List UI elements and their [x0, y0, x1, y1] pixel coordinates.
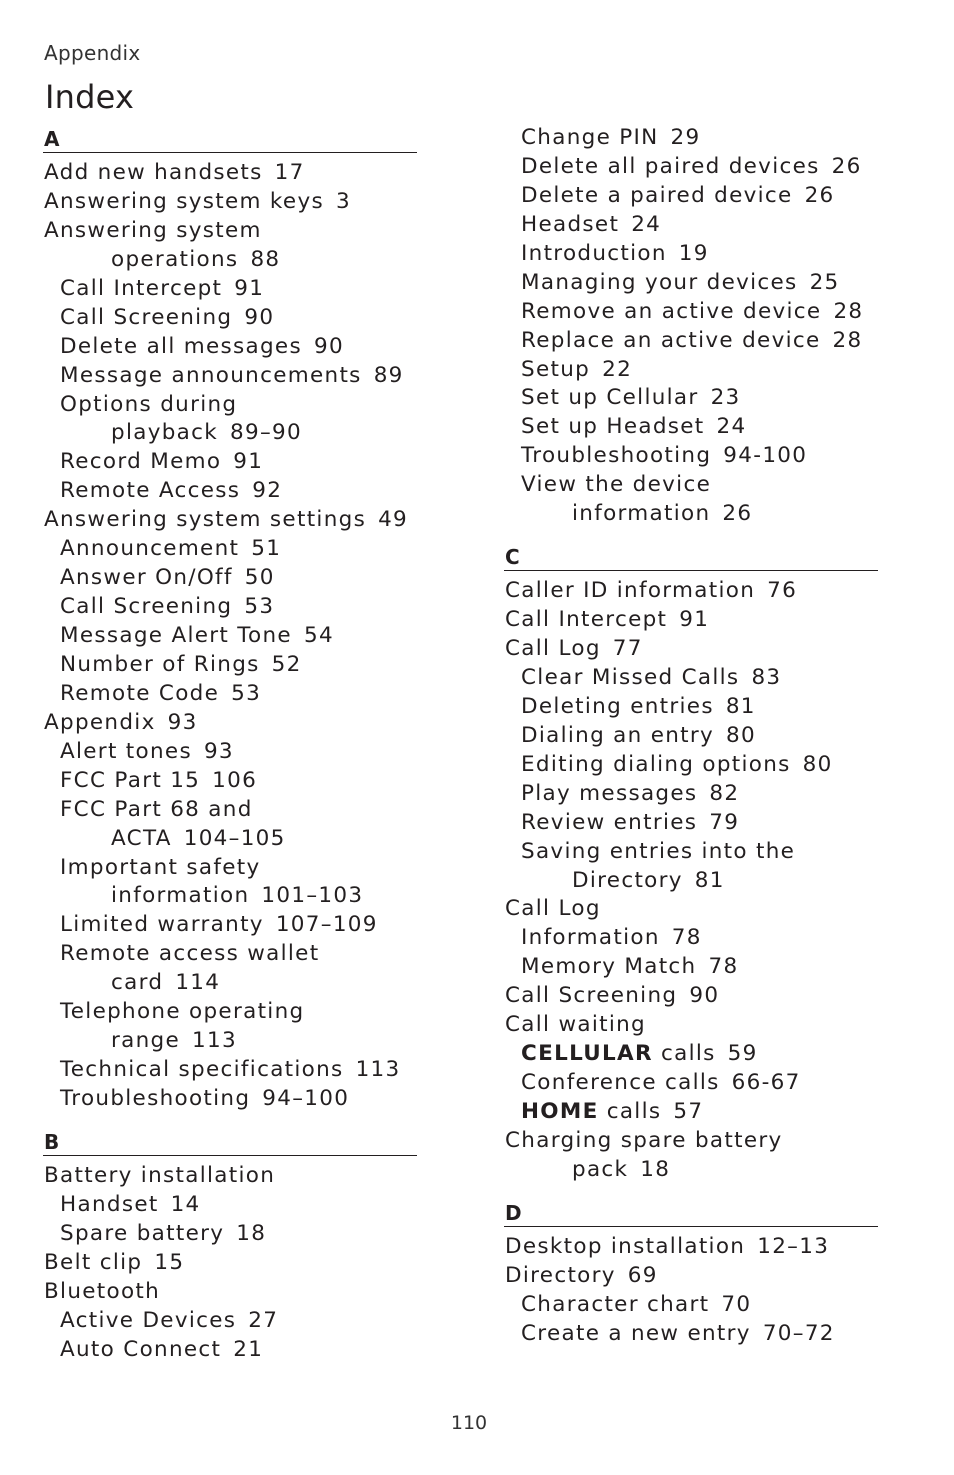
entry-term: Answering system settings [44, 507, 367, 533]
index-subentry [504, 953, 878, 982]
entry-page-ref: 92 [252, 478, 283, 504]
entry-page-ref: 83 [751, 664, 782, 690]
entry-page-ref: 113 [355, 1057, 401, 1083]
index-subentry [43, 651, 417, 680]
entry-term: Managing your devices [521, 269, 798, 295]
entry-page-ref: 78 [671, 925, 702, 951]
entry-term: Belt clip [44, 1249, 143, 1275]
entry-page-ref: 66-67 [731, 1070, 801, 1096]
index-entry [43, 217, 417, 246]
index-subentry [43, 622, 417, 651]
entry-term: Delete all messages [60, 333, 302, 359]
index-subentry [43, 911, 417, 940]
entry-term: Editing dialing options [521, 751, 791, 777]
index-entry [43, 1162, 417, 1191]
index-subentry [43, 998, 417, 1027]
entry-page-ref: 14 [170, 1191, 201, 1217]
index-subentry [43, 333, 417, 362]
index-subentry [43, 767, 417, 796]
index-entry-continuation [43, 246, 417, 275]
entry-page-ref: 78 [708, 954, 739, 980]
index-entry [504, 635, 878, 664]
index-entry [504, 1233, 878, 1262]
entry-term: Set up Cellular [521, 385, 699, 411]
index-subentry [43, 1220, 417, 1249]
entry-term: FCC Part 15 [60, 767, 201, 793]
entry-term: Headset [521, 211, 620, 237]
entry-page-ref: 24 [716, 414, 747, 440]
index-entry [43, 1249, 417, 1278]
entry-term: Troubleshooting [521, 443, 712, 469]
entry-term: Auto Connect [60, 1336, 222, 1362]
index-subentry [504, 1291, 878, 1320]
entry-page-ref: 19 [678, 240, 709, 266]
entry-term: Announcement [60, 536, 240, 562]
entry-term: Memory Match [521, 954, 697, 980]
entry-page-ref: 54 [303, 623, 334, 648]
entry-term: Directory [572, 867, 683, 893]
entry-page-ref: 76 [767, 578, 798, 604]
index-entry-continuation [43, 1027, 417, 1056]
entry-term: Dialing an entry [521, 722, 715, 748]
entry-term: Options during [60, 391, 238, 417]
entry-page-ref: 90 [689, 983, 720, 1009]
index-subentry [43, 738, 417, 767]
entry-page-ref: 50 [244, 565, 275, 591]
entry-term: FCC Part 68 and [60, 796, 253, 822]
entry-page-ref: 59 [727, 1041, 758, 1067]
entry-term: Play messages [521, 780, 698, 806]
entry-term: range [111, 1028, 181, 1054]
entry-term: Introduction [521, 240, 667, 266]
entry-page-ref: 26 [722, 501, 753, 527]
entry-term: card [111, 970, 164, 996]
index-entry [504, 982, 878, 1011]
index-subentry [43, 304, 417, 333]
entry-page-ref: 70–72 [762, 1320, 835, 1346]
entry-term: Character chart [521, 1291, 710, 1317]
index-entry [43, 1278, 417, 1307]
entry-term: Call Log [505, 636, 601, 661]
entry-page-ref: 79 [709, 809, 740, 835]
index-entry-continuation [504, 867, 878, 896]
entry-term: Troubleshooting [60, 1086, 251, 1111]
index-section-heading: C [504, 542, 878, 571]
entry-page-ref: 3 [335, 188, 351, 214]
index-column-left [43, 124, 417, 1365]
entry-page-ref: 15 [154, 1249, 185, 1275]
entry-page-ref: 94-100 [723, 443, 808, 469]
entry-page-ref: 90 [244, 304, 275, 330]
entry-page-ref: 106 [212, 767, 258, 793]
index-entry [504, 1127, 878, 1156]
entry-term: Answer On/Off [60, 565, 233, 591]
index-subentry [43, 1336, 417, 1365]
index-section-heading: D [504, 1198, 878, 1227]
entry-term: Alert tones [60, 738, 192, 764]
entry-term: Saving entries into the [521, 838, 796, 864]
entry-term: Delete all paired devices [521, 153, 820, 179]
index-subentry [43, 448, 417, 477]
index-subentry [504, 269, 878, 298]
index-subentry [43, 535, 417, 564]
entry-term: Active Devices [60, 1307, 237, 1333]
entry-page-ref: 28 [832, 327, 863, 353]
index-entry-continuation [43, 969, 417, 998]
entry-term: Add new handsets [44, 160, 263, 185]
index-entry [504, 895, 878, 924]
entry-page-ref: 88 [250, 246, 281, 272]
entry-page-ref: 101–103 [261, 883, 364, 909]
entry-page-ref: 114 [175, 970, 221, 996]
entry-page-ref: 18 [640, 1156, 671, 1182]
index-subentry [43, 477, 417, 506]
index-subentry [43, 593, 417, 622]
index-subentry [43, 680, 417, 709]
entry-term: Clear Missed Calls [521, 664, 740, 690]
entry-page-ref: 24 [631, 211, 662, 237]
entry-page-ref: 80 [726, 722, 757, 748]
entry-term: Create a new entry [521, 1320, 751, 1346]
index-subentry [504, 1040, 878, 1069]
index-subentry [504, 240, 878, 269]
entry-page-ref: 51 [251, 536, 282, 562]
index-entry [43, 188, 417, 217]
entry-term: Call Screening [60, 594, 233, 620]
index-entry-continuation [43, 882, 417, 911]
index-subentry [504, 413, 878, 442]
entry-term: Record Memo [60, 449, 222, 475]
index-subentry [504, 664, 878, 693]
index-entry [43, 159, 417, 188]
index-column-right [504, 124, 878, 1349]
entry-term: ACTA [111, 825, 172, 851]
entry-page-ref: 89–90 [230, 420, 302, 446]
entry-term: Number of Rings [60, 651, 260, 677]
entry-term: Important safety [60, 854, 261, 880]
index-subentry [504, 722, 878, 751]
entry-page-ref: 22 [602, 356, 633, 382]
index-subentry [504, 124, 878, 153]
entry-term: Battery installation [44, 1162, 276, 1188]
entry-term: Call Intercept [505, 607, 668, 633]
entry-term: Remove an active device [521, 298, 822, 324]
index-section-heading: B [43, 1127, 417, 1156]
entry-page-ref: 80 [802, 751, 833, 777]
entry-term: information [572, 501, 711, 527]
entry-term: Remote Code [60, 680, 220, 706]
index-subentry [43, 1056, 417, 1085]
entry-term: Information [521, 925, 660, 951]
entry-term: operations [111, 246, 239, 272]
entry-page-ref: 26 [831, 153, 862, 179]
entry-page-ref: 90 [313, 333, 344, 359]
entry-page-ref: 49 [378, 507, 409, 533]
entry-page-ref: 57 [673, 1099, 704, 1124]
index-entry-continuation [43, 419, 417, 448]
entry-term: Setup [521, 356, 591, 382]
entry-page-ref: 104–105 [183, 825, 286, 851]
index-subentry [43, 854, 417, 883]
entry-page-ref: 81 [725, 693, 756, 719]
section-spacer [504, 1185, 878, 1198]
entry-term: Message announcements [60, 362, 362, 388]
index-subentry [43, 940, 417, 969]
index-subentry [43, 391, 417, 420]
entry-page-ref: 77 [612, 636, 643, 661]
entry-term: Conference calls [521, 1070, 720, 1096]
index-subentry [504, 780, 878, 809]
entry-page-ref: 91 [679, 607, 710, 633]
index-subentry [504, 211, 878, 240]
entry-page-ref: 69 [627, 1262, 658, 1288]
index-subentry [43, 564, 417, 593]
entry-emphasis: CELLULAR [521, 1041, 653, 1067]
index-subentry [504, 751, 878, 780]
index-subentry [504, 442, 878, 471]
index-subentry [504, 327, 878, 356]
entry-term: pack [572, 1156, 629, 1182]
entry-term: Call waiting [505, 1012, 646, 1038]
index-entry-continuation [504, 1156, 878, 1185]
entry-term: Caller ID information [505, 578, 756, 604]
entry-term: playback [111, 420, 219, 446]
entry-term: Remote Access [60, 478, 241, 504]
entry-term: Delete a paired device [521, 182, 793, 208]
entry-page-ref: 52 [271, 651, 302, 677]
entry-term: Bluetooth [44, 1278, 161, 1304]
entry-page-ref: 94–100 [262, 1086, 350, 1111]
entry-page-ref: 27 [248, 1307, 279, 1333]
entry-term: Desktop installation [505, 1233, 746, 1259]
index-entry [504, 1011, 878, 1040]
entry-term: calls [606, 1099, 662, 1124]
entry-page-ref: 93 [167, 709, 198, 735]
entry-term: Call Log [505, 896, 601, 922]
entry-term: Answering system [44, 217, 262, 243]
index-subentry [504, 1098, 878, 1127]
index-subentry [504, 924, 878, 953]
index-entry [504, 606, 878, 635]
entry-term: Limited warranty [60, 912, 264, 938]
entry-page-ref: 89 [373, 362, 404, 388]
index-subentry [504, 471, 878, 500]
entry-page-ref: 12–13 [757, 1233, 830, 1259]
entry-term: Appendix [44, 709, 156, 735]
section-spacer [43, 1114, 417, 1127]
index-subentry [504, 809, 878, 838]
entry-term: Call Intercept [60, 275, 223, 301]
entry-term: Replace an active device [521, 327, 821, 353]
entry-page-ref: 25 [809, 269, 840, 295]
entry-term: Call Screening [505, 983, 678, 1009]
entry-term: Charging spare battery [505, 1127, 783, 1153]
entry-page-ref: 93 [203, 738, 234, 764]
entry-page-ref: 53 [244, 594, 275, 620]
entry-term: Review entries [521, 809, 698, 835]
index-entry [504, 1262, 878, 1291]
index-subentry [504, 356, 878, 385]
index-entry-continuation [504, 500, 878, 529]
index-subentry [43, 796, 417, 825]
index-subentry [504, 153, 878, 182]
entry-term: Handset [60, 1191, 159, 1217]
entry-page-ref: 29 [670, 125, 701, 150]
index-subentry [504, 1069, 878, 1098]
entry-page-ref: 91 [233, 449, 264, 475]
index-subentry [504, 1320, 878, 1349]
index-subentry [504, 298, 878, 327]
entry-page-ref: 28 [833, 298, 864, 324]
index-section-heading: A [43, 124, 417, 153]
entry-term: Telephone operating [60, 999, 305, 1025]
index-entry [43, 709, 417, 738]
entry-emphasis: HOME [521, 1099, 599, 1124]
entry-term: Answering system keys [44, 188, 324, 214]
page-number: 110 [450, 1412, 488, 1434]
entry-page-ref: 70 [721, 1291, 752, 1317]
entry-term: Remote access wallet [60, 941, 320, 967]
entry-term: Directory [505, 1262, 616, 1288]
index-subentry [43, 1307, 417, 1336]
index-entry [43, 506, 417, 535]
entry-page-ref: 23 [710, 385, 741, 411]
entry-page-ref: 17 [274, 160, 305, 185]
entry-page-ref: 26 [804, 182, 835, 208]
entry-term: Spare battery [60, 1220, 225, 1246]
entry-term: Deleting entries [521, 693, 714, 719]
entry-page-ref: 107–109 [275, 912, 378, 938]
entry-term: calls [661, 1041, 716, 1067]
entry-page-ref: 53 [231, 680, 262, 706]
index-subentry [504, 384, 878, 413]
running-head: Appendix [44, 41, 141, 65]
entry-page-ref: 82 [709, 780, 740, 806]
index-subentry [504, 838, 878, 867]
entry-page-ref: 81 [694, 867, 725, 893]
entry-page-ref: 21 [233, 1336, 264, 1362]
index-subentry [43, 275, 417, 304]
index-subentry [43, 1085, 417, 1114]
index-subentry [504, 693, 878, 722]
entry-term: Call Screening [60, 304, 233, 330]
entry-term: Set up Headset [521, 414, 705, 440]
index-entry-continuation [43, 825, 417, 854]
index-entry [504, 577, 878, 606]
entry-term: Message Alert Tone [60, 623, 292, 648]
entry-page-ref: 91 [234, 275, 265, 301]
entry-term: Change PIN [521, 125, 659, 150]
entry-page-ref: 18 [236, 1220, 267, 1246]
entry-term: information [111, 883, 250, 909]
index-subentry [43, 362, 417, 391]
section-spacer [504, 529, 878, 542]
index-subentry [43, 1191, 417, 1220]
index-subentry [504, 182, 878, 211]
page-title: Index [45, 78, 135, 116]
entry-page-ref: 113 [192, 1028, 237, 1054]
entry-term: Technical specifications [60, 1057, 344, 1083]
entry-term: View the device [521, 472, 712, 498]
